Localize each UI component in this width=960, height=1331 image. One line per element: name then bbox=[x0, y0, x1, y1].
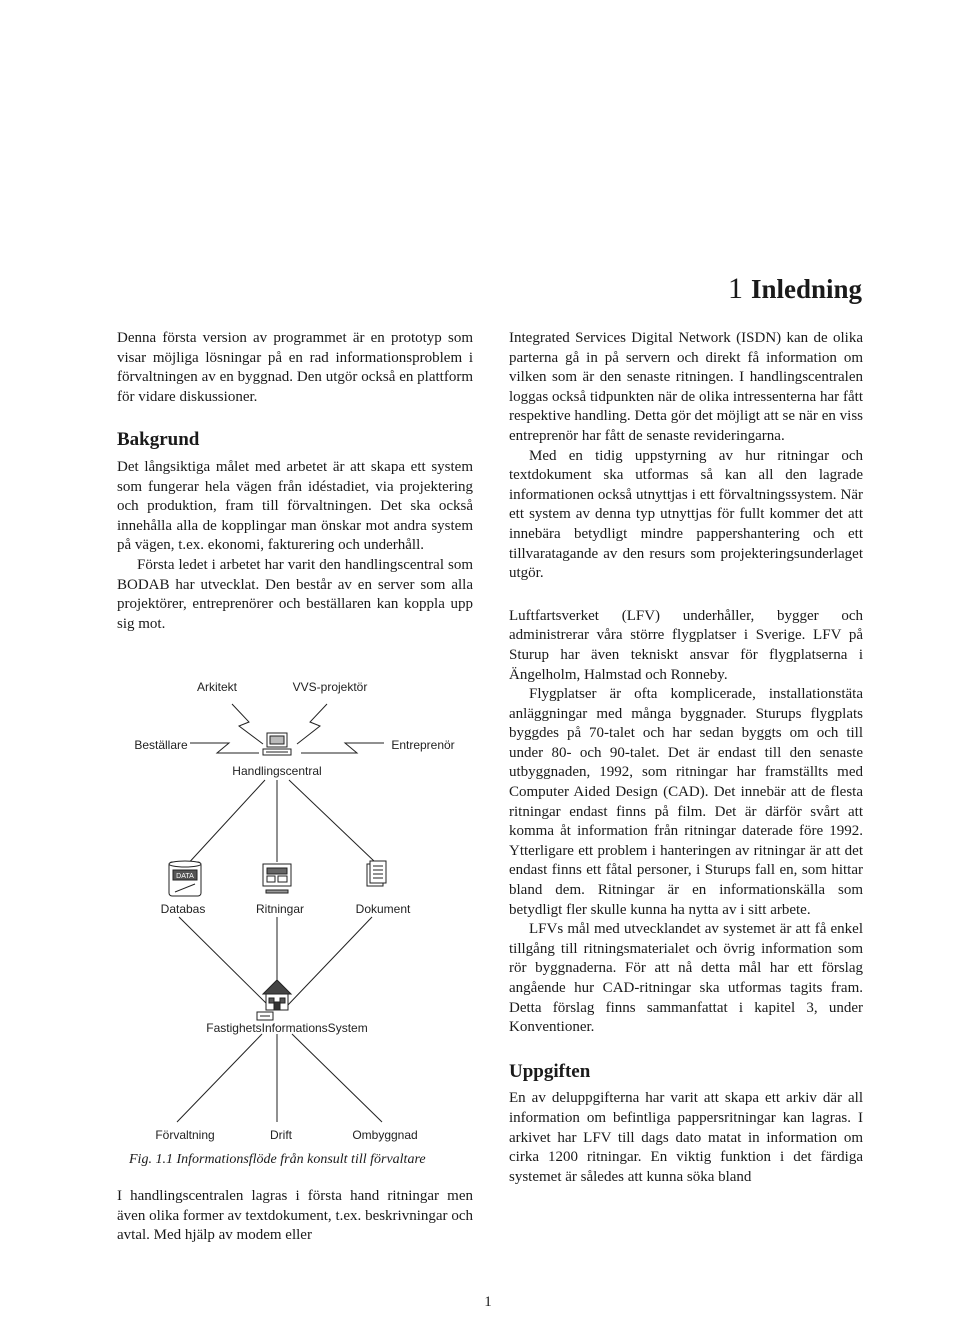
entreprenor-connector bbox=[301, 743, 384, 753]
line-dokument-fastighet bbox=[287, 917, 372, 1006]
data-icon-label: DATA bbox=[176, 873, 194, 881]
line-central-databas bbox=[185, 780, 265, 867]
label-drift: Drift bbox=[270, 1128, 292, 1143]
right-column bbox=[509, 329, 863, 1187]
uppstyrning-paragraph: Med en tidig uppstyrning av hur ritningar och textdokument ska utformas så kan all den lagrade informationen också utnyttjas i ett förvaltningssystem. När ett system av denna typ utnyttjas för fullt kommer det att innebära betydligt mindre pappershantering och ett tillvaratagande av den resurs som projekteringsunderlaget utgör. bbox=[509, 447, 863, 582]
heading-bakgrund: Bakgrund bbox=[117, 429, 200, 451]
handlingscentral-paragraph: I handlingscentralen lagras i första hand ritningar men även olika former av textdokument, t.ex. beskrivningar och avtal. Med hjälp av modem eller bbox=[117, 1187, 473, 1244]
label-entreprenor: Entreprenör bbox=[391, 738, 455, 753]
bestallare-connector bbox=[190, 743, 259, 753]
label-dokument: Dokument bbox=[355, 902, 411, 917]
uppgiften-paragraph: En av deluppgifterna har varit att skapa ett arkiv där all information om befintliga pappersritningar kan lagras. I arkivet har LFV till dags dato matat in information om cirka 1200 ritningar. En viktig funktion i det färdiga systemet är således att kunna söka bland bbox=[509, 1090, 863, 1185]
lfv-goal-paragraph: LFVs mål med utvecklandet av systemet är att få enkel tillgång till ritningsmaterialet och övrig information som rör byggnaderna. För att nå detta mål har ett förslag angående hur CAD-ritningar ska utformas tagits fram. Detta förslag finns sammanfattat i kapitel 3, under Konventioner. bbox=[509, 921, 863, 1036]
arkitekt-connector bbox=[232, 704, 263, 744]
line-central-dokument bbox=[289, 780, 375, 862]
left-column bbox=[117, 329, 473, 1246]
chapter-number: 1 bbox=[727, 272, 743, 305]
line-fastighet-ombyggnad bbox=[292, 1034, 382, 1122]
heading-uppgiften: Uppgiften bbox=[509, 1060, 591, 1082]
house-icon bbox=[257, 980, 291, 1020]
chapter-title: Inledning bbox=[750, 274, 862, 304]
label-ombyggnad: Ombyggnad bbox=[352, 1128, 418, 1143]
drawings-icon bbox=[263, 864, 291, 893]
page-number: 1 bbox=[484, 1294, 492, 1310]
label-handlingscentral: Handlingscentral bbox=[232, 764, 322, 779]
computer-icon bbox=[263, 733, 291, 755]
flygplatser-paragraph: Flygplatser är ofta komplicerade, installationstäta anläggningar med många byggnader. Sturups flygplats byggdes på 70-talet och har sedan byggts om och till under 80- och 90-talet. Det är endast till den senaste utbyggnaden, 1992, som ritningar har framställts med Computer Aided Design (CAD). Det innebär att de flesta ritningar endast finns på film. Det är därför svårt att komma åt information från ritningar daterade före 1992. Ytterligare ett problem i hanteringen av ritningar är att det endast finns ett fåtal personer, i Sturups fall en, som hittar bland dem. Ritningar är en informationskälla som betydligt fler skulle kunna ha nytta av i sitt arbete. bbox=[509, 686, 863, 918]
label-databas: Databas bbox=[160, 902, 206, 917]
information-flow-figure bbox=[117, 652, 473, 1146]
database-icon bbox=[169, 861, 201, 896]
label-vvs-projektor: VVS-projektör bbox=[292, 680, 368, 695]
label-bestallare: Beställare bbox=[134, 738, 188, 753]
information-flow-diagram bbox=[117, 652, 473, 1146]
bakgrund-paragraph-1: Det långsiktiga målet med arbetet är att skapa ett system som fungerar hela vägen från idéstadiet, via projektering och produktion, fram till förvaltningen. Det ska också innehålla alla de kopplingar man önskar mot andra system på vägen, t.ex. ekonomi, fakturering och underhåll. bbox=[117, 458, 473, 554]
lfv-paragraph: Luftfartsverket (LFV) underhåller, bygger och administrerar våra större flygplatser i Sverige. LFV på Sturup har även tekniskt ansvar för flygplatserna i Ängelholm, Halmstad och Ronneby. bbox=[509, 607, 863, 683]
label-ritningar: Ritningar bbox=[255, 902, 305, 917]
vvs-connector bbox=[297, 704, 327, 744]
intro-paragraph: Denna första version av programmet är en prototyp som visar möjliga lösningar på en rad informationsproblem i förvaltningen av en byggnad. Den utgör också en plattform för vidare diskussioner. bbox=[117, 330, 473, 405]
figure-caption: Fig. 1.1 Informationsflöde från konsult till förvaltare bbox=[129, 1152, 426, 1168]
label-arkitekt: Arkitekt bbox=[196, 680, 238, 695]
line-databas-fastighet bbox=[179, 917, 269, 1006]
documents-icon bbox=[367, 861, 386, 886]
isdn-paragraph: Integrated Services Digital Network (ISDN) kan de olika parterna gå in på servern och direkt få information om vilken som är den senaste ritningen. I handlingscentralen loggas också tidpunkten när de olika intressenterna har fått respektive handling. Detta gör det möjligt att se när en viss entreprenör har fått de senaste revideringarna. bbox=[509, 330, 863, 444]
line-fastighet-forvaltning bbox=[177, 1034, 262, 1122]
label-fastighet: FastighetsInformationsSystem bbox=[206, 1021, 368, 1036]
label-forvaltning: Förvaltning bbox=[155, 1128, 215, 1143]
chapter-heading bbox=[728, 272, 862, 306]
bakgrund-paragraph-2: Första ledet i arbetet har varit den handlingscentral som BODAB har utvecklat. Den består av en server som alla projektörer, entreprenörer och beställaren kan koppla upp sig mot. bbox=[117, 556, 473, 632]
